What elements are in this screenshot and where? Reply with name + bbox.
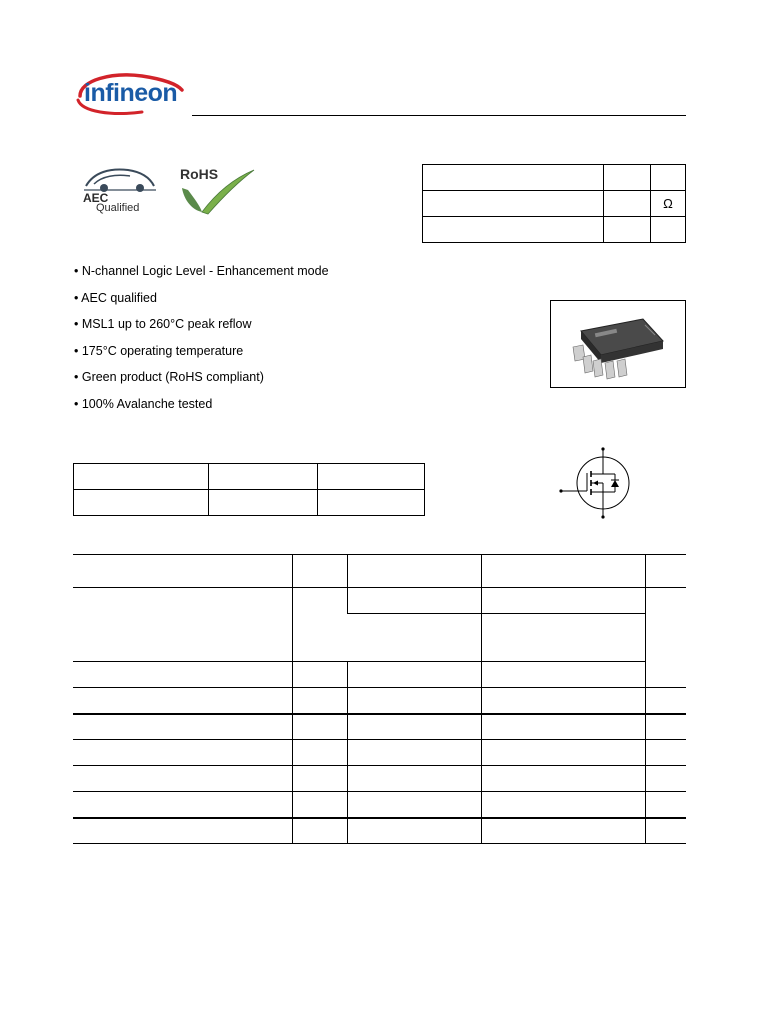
table-cell <box>645 740 686 766</box>
table-cell <box>651 165 686 191</box>
package-image-box <box>550 300 686 388</box>
table-cell <box>73 714 292 740</box>
table-row <box>73 662 686 688</box>
table-cell <box>347 818 481 844</box>
table-cell <box>292 818 347 844</box>
list-item: • N-channel Logic Level - Enhancement mode <box>74 264 329 278</box>
features-list <box>74 263 329 423</box>
table-cell <box>73 588 292 662</box>
table-cell <box>645 714 686 740</box>
table-cell <box>292 688 347 714</box>
rohs-label: RoHS <box>180 166 219 182</box>
table-cell <box>208 490 318 516</box>
table-cell <box>318 490 425 516</box>
rohs-badge <box>178 166 258 216</box>
table-cell <box>347 555 481 588</box>
list-item: • AEC qualified <box>74 290 157 305</box>
logo-wordmark: infineon <box>84 79 178 107</box>
list-item: • Green product (RoHS compliant) <box>74 370 264 385</box>
table-cell <box>481 792 645 818</box>
package-icon <box>551 301 685 387</box>
table-cell <box>347 588 481 614</box>
table-cell <box>292 555 347 588</box>
table-row <box>74 490 425 516</box>
table-cell <box>292 662 347 688</box>
table-row <box>73 766 686 792</box>
list-item: • 100% Avalanche tested <box>74 396 213 411</box>
table-cell <box>645 792 686 818</box>
table-cell <box>481 588 645 614</box>
table-cell <box>481 662 645 688</box>
table-cell-unit: Ω <box>651 191 686 217</box>
aec-label: AEC <box>83 191 109 205</box>
table-cell <box>481 818 645 844</box>
table-cell <box>651 217 686 243</box>
table-cell <box>347 688 481 714</box>
table-cell <box>347 614 481 662</box>
table-cell <box>645 818 686 844</box>
table-row <box>74 464 425 490</box>
table-cell <box>73 818 292 844</box>
table-row <box>73 588 686 614</box>
list-item: • 175°C operating temperature <box>74 343 244 358</box>
table-cell <box>347 662 481 688</box>
table-cell <box>347 714 481 740</box>
product-summary-table <box>422 164 686 243</box>
table-cell <box>423 217 604 243</box>
table-row <box>73 792 686 818</box>
aec-qualified-label: Qualified <box>96 202 140 214</box>
checkmark-icon <box>178 166 258 216</box>
table-row <box>73 818 686 844</box>
table-cell <box>481 688 645 714</box>
table-cell <box>208 464 318 490</box>
table-cell <box>318 464 425 490</box>
table-cell <box>645 688 686 714</box>
table-cell <box>481 766 645 792</box>
table-cell <box>423 191 604 217</box>
table-cell <box>604 217 651 243</box>
table-cell <box>292 588 347 662</box>
table-cell <box>292 740 347 766</box>
table-row <box>73 688 686 714</box>
table-cell <box>292 766 347 792</box>
table-cell <box>481 555 645 588</box>
table-cell <box>73 766 292 792</box>
table-cell <box>347 740 481 766</box>
table-cell <box>604 165 651 191</box>
table-cell <box>73 662 292 688</box>
table-row <box>73 740 686 766</box>
ordering-table <box>73 463 425 516</box>
mosfet-symbol <box>555 445 635 520</box>
table-cell <box>74 464 209 490</box>
infineon-logo <box>72 70 192 118</box>
table-cell <box>481 714 645 740</box>
table-cell <box>292 792 347 818</box>
header-rule <box>192 115 686 116</box>
table-cell <box>347 766 481 792</box>
table-cell <box>604 191 651 217</box>
aec-qualified-badge <box>80 164 160 220</box>
table-cell <box>481 740 645 766</box>
table-cell <box>73 688 292 714</box>
table-cell <box>645 588 686 688</box>
table-cell <box>645 555 686 588</box>
table-cell <box>347 792 481 818</box>
table-row <box>73 714 686 740</box>
mosfet-symbol-icon <box>555 445 635 520</box>
parameters-table <box>73 554 686 844</box>
table-row <box>73 555 686 588</box>
list-item: • MSL1 up to 260°C peak reflow <box>74 317 252 332</box>
table-cell <box>481 614 645 662</box>
table-cell <box>73 555 292 588</box>
table-cell <box>292 714 347 740</box>
table-row <box>423 217 686 243</box>
table-row <box>423 165 686 191</box>
table-cell <box>423 165 604 191</box>
table-cell <box>74 490 209 516</box>
table-cell <box>645 766 686 792</box>
table-row <box>423 191 686 217</box>
table-cell <box>73 792 292 818</box>
table-cell <box>73 740 292 766</box>
